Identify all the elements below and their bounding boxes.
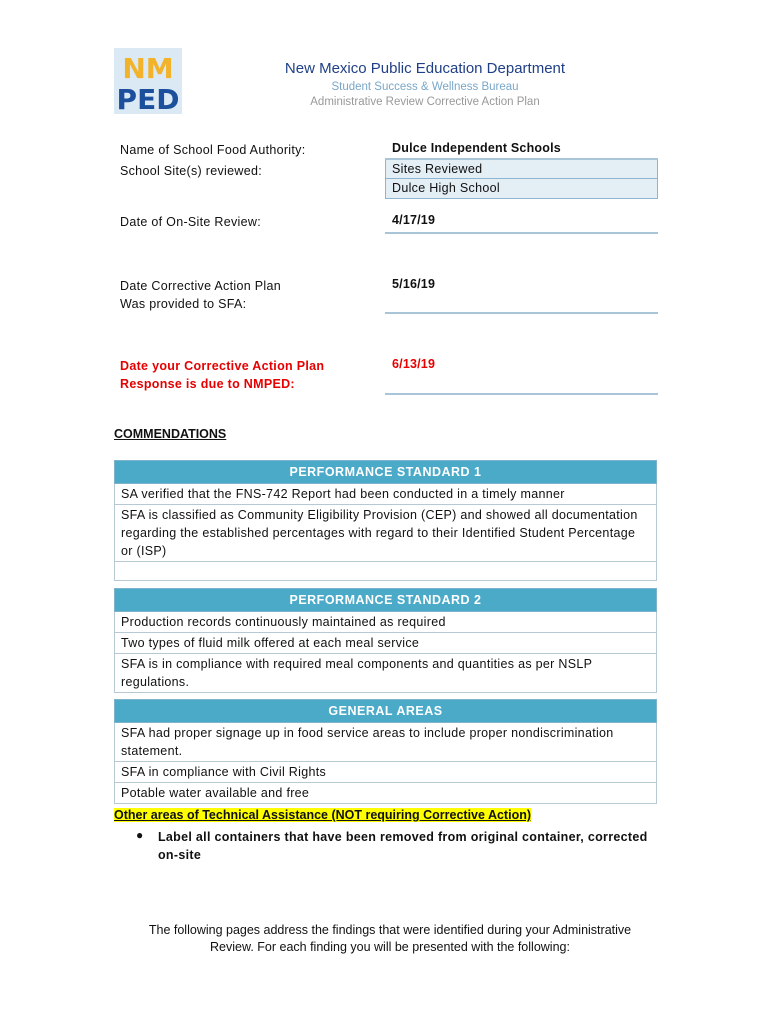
- table-row: SFA is in compliance with required meal components and quantities as per NSLP regulations.: [115, 654, 657, 693]
- table-row: Production records continuously maintained as required: [115, 612, 657, 633]
- commendations-title: COMMENDATIONS: [114, 427, 227, 441]
- sfa-label: Name of School Food Authority:: [120, 143, 306, 157]
- cap-date-label-line1: Date Corrective Action Plan: [120, 279, 281, 293]
- table-row: SA verified that the FNS-742 Report had been conducted in a timely manner: [115, 484, 657, 505]
- divider: [385, 312, 658, 314]
- logo-line1: NM: [122, 52, 174, 85]
- sites-label: School Site(s) reviewed:: [120, 164, 262, 178]
- table-row: Two types of fluid milk offered at each meal service: [115, 633, 657, 654]
- table-row: SFA had proper signage up in food service areas to include proper nondiscrimination statement.: [115, 723, 657, 762]
- table-header: GENERAL AREAS: [115, 700, 657, 723]
- divider: [385, 393, 658, 395]
- due-date-value: 6/13/19: [392, 357, 436, 371]
- performance-standard-1-table: [114, 460, 657, 581]
- table-row: Potable water available and free: [115, 783, 657, 804]
- due-date-label-line1: Date your Corrective Action Plan: [120, 359, 325, 373]
- sfa-value: Dulce Independent Schools: [392, 141, 561, 155]
- performance-standard-2-table: [114, 588, 657, 693]
- sites-value: Dulce High School: [392, 181, 500, 195]
- sites-reviewed-box: [385, 160, 658, 199]
- table-header: PERFORMANCE STANDARD 2: [115, 589, 657, 612]
- logo-line2: PED: [116, 83, 180, 114]
- footer-text: The following pages address the findings that were identified during your Administrative Review. For each finding you will be presented with the following:: [148, 923, 632, 954]
- bureau-subtitle: Student Success & Wellness Bureau: [331, 81, 519, 93]
- review-date-label: Date of On-Site Review:: [120, 215, 261, 229]
- divider: [385, 232, 658, 234]
- sites-header: Sites Reviewed: [386, 160, 657, 179]
- page-title: New Mexico Public Education Department: [284, 60, 566, 77]
- table-row: SFA in compliance with Civil Rights: [115, 762, 657, 783]
- table-row: SFA is classified as Community Eligibility Provision (CEP) and showed all documentation regarding the established percentages with regard to their Identified Student Percentage or (ISP): [115, 505, 657, 562]
- general-areas-table: [114, 699, 657, 804]
- review-date-value: 4/17/19: [392, 213, 436, 227]
- nmped-logo: [114, 48, 182, 114]
- cap-date-value: 5/16/19: [392, 277, 436, 291]
- table-header: PERFORMANCE STANDARD 1: [115, 461, 657, 484]
- due-date-label-line2: Response is due to NMPED:: [120, 377, 295, 391]
- technical-assistance-item: Label all containers that have been removed from original container, corrected on-site: [158, 830, 648, 862]
- table-row: [115, 562, 657, 581]
- bullet-icon: ●: [136, 828, 144, 842]
- technical-assistance-title: Other areas of Technical Assistance (NOT requiring Corrective Action): [114, 808, 532, 822]
- cap-date-label-line2: Was provided to SFA:: [120, 297, 247, 311]
- document-subtitle: Administrative Review Corrective Action Plan: [310, 96, 540, 108]
